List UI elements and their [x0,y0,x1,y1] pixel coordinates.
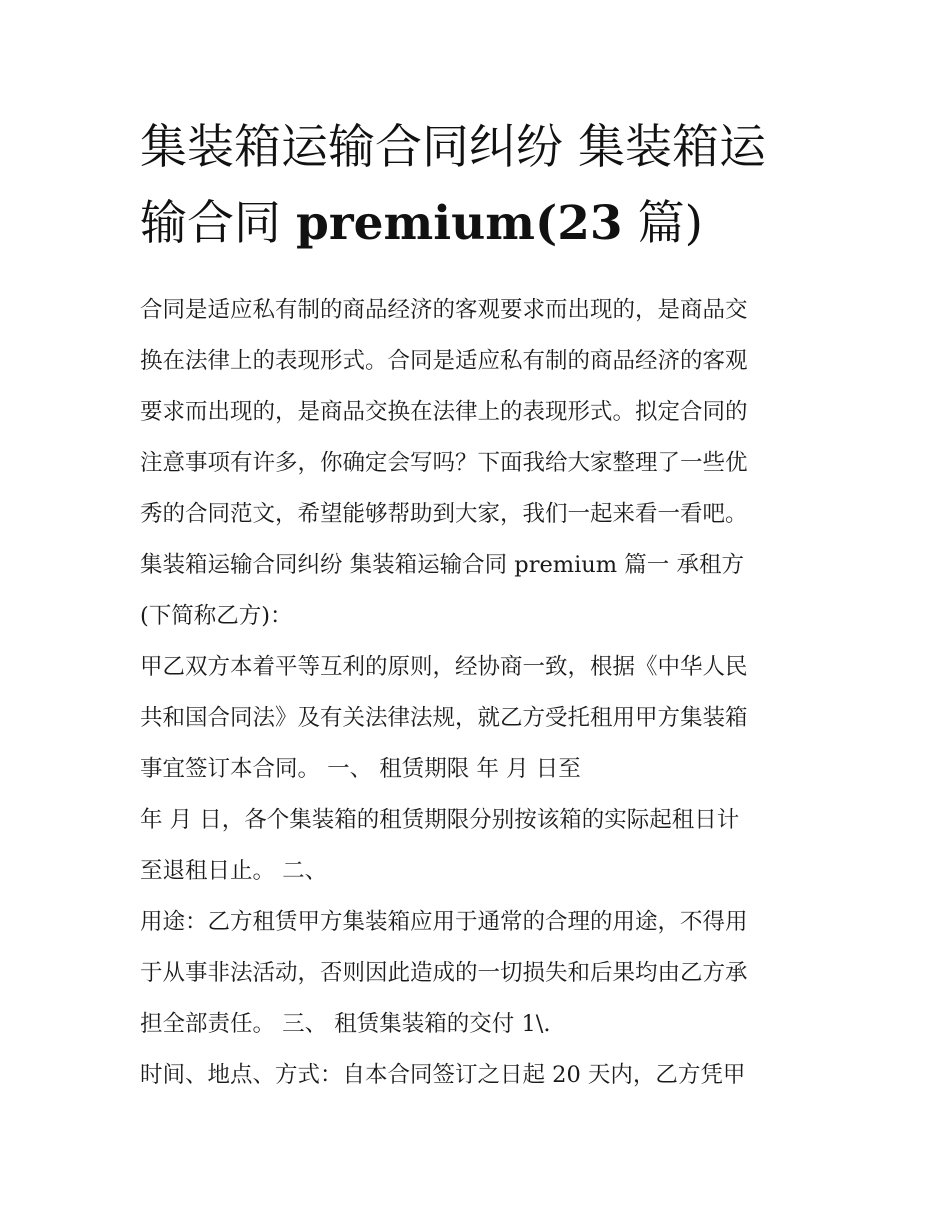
body-line: 要求而出现的，是商品交换在法律上的表现形式。拟定合同的 [140,399,748,425]
document-body [140,285,812,1101]
body-line: 于从事非法活动，否则因此造成的一切损失和后果均由乙方承 [140,960,748,986]
body-line: 秀的合同范文，希望能够帮助到大家，我们一起来看一看吧。 [140,501,748,527]
body-line: 甲乙双方本着平等互利的原则，经协商一致，根据《中华人民 [140,654,748,680]
body-line: 时间、地点、方式：自本合同签订之日起 20 天内，乙方凭甲 [140,1062,746,1088]
body-line: 合同是适应私有制的商品经济的客观要求而出现的，是商品交 [140,297,748,323]
body-line: 事宜签订本合同。 一、 租赁期限 年 月 日至 [140,756,581,782]
body-line: 共和国合同法》及有关法律法规，就乙方受托租用甲方集装箱 [140,705,748,731]
document-title [140,110,812,262]
body-line: 集装箱运输合同纠纷 集装箱运输合同 premium 篇一 承租方 [140,552,744,578]
body-line: 注意事项有许多，你确定会写吗？下面我给大家整理了一些优 [140,450,748,476]
title-text-cjk: 集装箱运输合同纠纷 集装箱运输合同 [140,120,766,251]
body-line: 年 月 日，各个集装箱的租赁期限分别按该箱的实际起租日计 [140,807,740,833]
body-line: 用途：乙方租赁甲方集装箱应用于通常的合理的用途，不得用 [140,909,748,935]
document-page [140,110,812,1101]
body-line: 至退租日止。 二、 [140,858,328,884]
title-text-latin: premium(23 [295,196,623,251]
body-line: (下简称乙方)： [140,603,293,629]
body-line: 担全部责任。 三、 租赁集装箱的交付 1\. [140,1011,551,1037]
title-text-suffix: 篇) [622,196,703,251]
body-line: 换在法律上的表现形式。合同是适应私有制的商品经济的客观 [140,348,748,374]
